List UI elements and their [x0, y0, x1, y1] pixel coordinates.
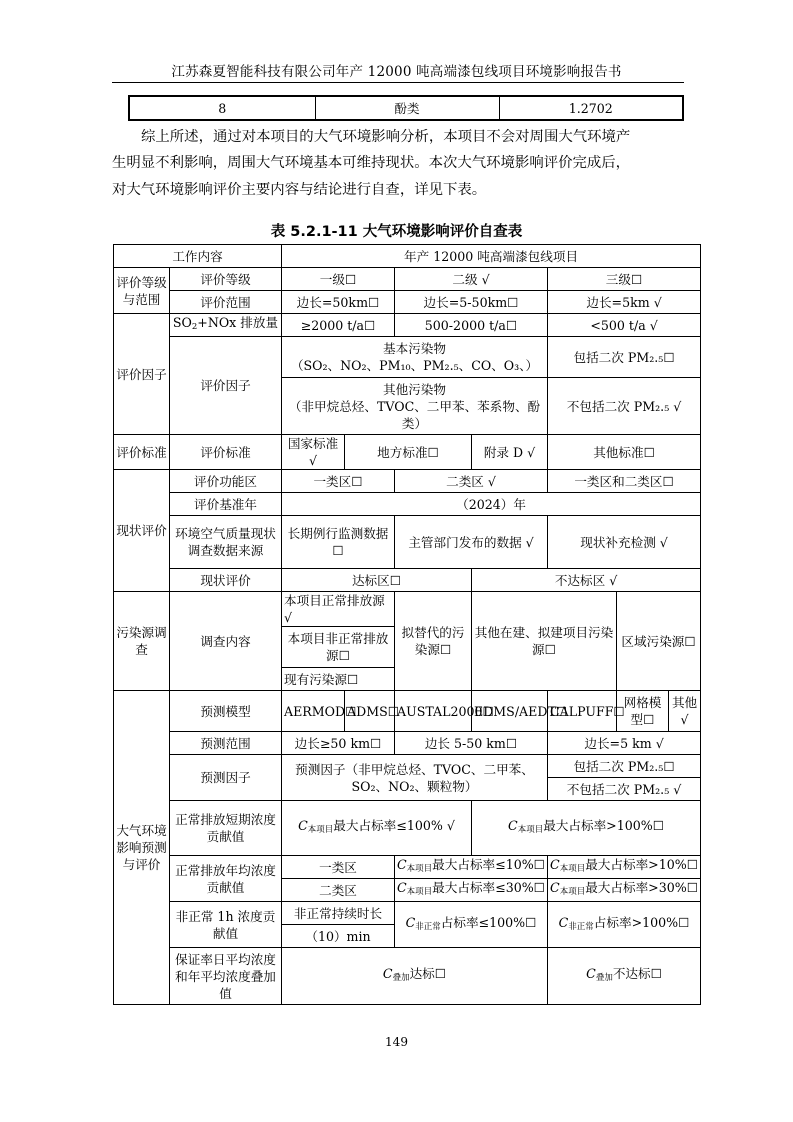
zone-3: 一类区和二类区☐ — [548, 470, 701, 493]
abnormal-1 — [395, 902, 548, 948]
c-subscript: 本项目 — [307, 825, 334, 835]
survey-source-5: 其他在建、拟建项目污染源☐ — [472, 592, 617, 691]
table-row — [114, 732, 701, 755]
grade-range-label: 评价范围 — [170, 291, 282, 314]
table-row — [114, 337, 701, 378]
status-group-label: 现状评价 — [114, 470, 170, 592]
pollutant-name: 酚类 — [315, 96, 499, 120]
duration-title: 非正常持续时长 — [282, 902, 395, 925]
grade-range-2: 边长=5-50km☐ — [395, 291, 548, 314]
basic-pollutants-list: （SO₂、NO₂、PM₁₀、PM₂.₅、CO、O₃、） — [290, 358, 539, 373]
emission-1: ≥2000 t/a☐ — [282, 314, 395, 337]
model-3: AUSTAL2000☐ — [395, 691, 472, 732]
paragraph-line: 综上所述，通过对本项目的大气环境影响分析，本项目不会对周围大气环境产 — [141, 129, 631, 145]
work-label: 工作内容 — [114, 245, 282, 268]
survey-source-3: 现有污染源☐ — [282, 668, 395, 691]
c-symbol: C — [298, 818, 308, 833]
paragraph-line: 对大气环境影响评价主要内容与结论进行自查，详见下表。 — [112, 181, 487, 198]
table-row — [114, 268, 701, 291]
c-symbol: C — [405, 914, 416, 930]
standard-3: 附录 D √ — [472, 435, 548, 470]
table-row — [114, 493, 701, 516]
model-4: EDMS/AEDT☐ — [472, 691, 548, 732]
annual-3-text: 最大占标率≤30%☐ — [432, 880, 545, 895]
annual-2-text: 最大占标率>10%☐ — [585, 857, 699, 872]
base-year-value: （2024）年 — [282, 493, 701, 516]
survey-source-2: 本项目非正常排放源☐ — [282, 627, 395, 668]
include-secondary-pm: 包括二次 PM₂.₅☐ — [548, 337, 701, 378]
table-row — [114, 902, 701, 925]
summary-paragraph — [112, 124, 692, 203]
survey-source-4: 拟替代的污染源☐ — [395, 592, 472, 691]
abnormal-label: 非正常 1h 浓度贡献值 — [170, 902, 282, 948]
short-term-2-text: 最大占标率>100%☐ — [543, 818, 665, 833]
duration-value: （10）min — [282, 925, 395, 948]
c-subscript: 非正常 — [415, 921, 441, 932]
model-label: 预测模型 — [170, 691, 282, 732]
c-symbol: C — [558, 914, 569, 930]
abnormal-2 — [548, 902, 701, 948]
table-row — [114, 755, 701, 778]
predict-exclude-pm: 不包括二次 PM₂.₅ √ — [548, 778, 701, 801]
emission-label-part: +NOx 排放量 — [197, 315, 279, 330]
table-row — [114, 314, 701, 337]
c-symbol: C — [586, 966, 596, 981]
header-title: 江苏森夏智能科技有限公司年产 12000 吨高端漆包线项目环境影响报告书 — [171, 64, 622, 80]
c-subscript: 本项目 — [517, 825, 544, 835]
overlay-label: 保证率日平均浓度和年平均浓度叠加值 — [170, 948, 282, 1005]
c-subscript: 本项目 — [559, 887, 586, 897]
abnormal-1-text: 占标率≤100%☐ — [440, 914, 537, 930]
table-row — [114, 516, 701, 569]
model-7: 其他 √ — [669, 691, 701, 732]
status-eval-label: 现状评价 — [170, 569, 282, 592]
factor-group-label: 评价因子 — [114, 314, 170, 435]
standard-label: 评价标准 — [170, 435, 282, 470]
c-symbol: C — [397, 880, 407, 895]
table-row — [114, 245, 701, 268]
standard-1: 国家标准 √ — [282, 435, 345, 470]
other-pollutants-title: 其他污染物 — [383, 381, 446, 397]
page-number: 149 — [385, 1035, 408, 1049]
overlay-1 — [282, 948, 548, 1005]
predict-factor-label: 预测因子 — [170, 755, 282, 801]
zone-1: 一类区☐ — [282, 470, 395, 493]
standard-2: 地方标准☐ — [345, 435, 472, 470]
exclude-secondary-pm: 不包括二次 PM₂.₅ √ — [548, 378, 701, 435]
annual-1 — [395, 856, 548, 879]
emission-3: <500 t/a √ — [548, 314, 701, 337]
previous-table-last-row — [128, 95, 684, 121]
table-row — [129, 96, 683, 120]
grade-level-3: 三级☐ — [548, 268, 701, 291]
annual-zone-2: 二类区 — [282, 879, 395, 902]
predict-range-label: 预测范围 — [170, 732, 282, 755]
grade-range-3: 边长=5km √ — [548, 291, 701, 314]
grade-level-2: 二级 √ — [395, 268, 548, 291]
table-row — [114, 592, 701, 627]
overlay-2 — [548, 948, 701, 1005]
table-row — [114, 801, 701, 856]
emission-label-part: SO — [172, 315, 192, 330]
overlay-1-text: 达标☐ — [409, 966, 447, 981]
header-divider — [112, 82, 684, 83]
annual-label: 正常排放年均浓度贡献值 — [170, 856, 282, 902]
grade-group-label: 评价等级与范围 — [114, 268, 170, 314]
model-1: AERMOD☐ — [282, 691, 345, 732]
standard-4: 其他标准☐ — [548, 435, 701, 470]
data-source-label: 环境空气质量现状调查数据来源 — [170, 516, 282, 569]
model-5: CALPUFF☐ — [548, 691, 617, 732]
model-6: 网格模型☐ — [617, 691, 669, 732]
base-year-label: 评价基准年 — [170, 493, 282, 516]
c-symbol: C — [550, 880, 560, 895]
other-pollutants-list: （非甲烷总烃、TVOC、二甲苯、苯系物、酚类） — [288, 398, 541, 431]
basic-pollutants — [282, 337, 548, 378]
annual-3 — [395, 879, 548, 902]
model-2: ADMS☐ — [345, 691, 395, 732]
c-symbol: C — [397, 857, 407, 872]
survey-group-label: 污染源调查 — [114, 592, 170, 691]
annual-1-text: 最大占标率≤10%☐ — [432, 857, 545, 872]
c-subscript: 本项目 — [406, 887, 433, 897]
status-eval-2: 不达标区 √ — [472, 569, 701, 592]
paragraph-line: 生明显不利影响，周围大气环境基本可维持现状。本次大气环境影响评价完成后， — [112, 155, 631, 172]
survey-label: 调查内容 — [170, 592, 282, 691]
predict-factor-list: 预测因子（非甲烷总烃、TVOC、二甲苯、SO₂、NO₂、颗粒物） — [282, 755, 548, 801]
c-symbol: C — [508, 818, 518, 833]
table-row — [114, 470, 701, 493]
table-row — [114, 291, 701, 314]
annual-2 — [548, 856, 701, 879]
standard-group-label: 评价标准 — [114, 435, 170, 470]
predict-range-1: 边长≥50 km☐ — [282, 732, 395, 755]
annual-4 — [548, 879, 701, 902]
emission-label — [170, 314, 282, 337]
survey-source-6: 区域污染源☐ — [617, 592, 701, 691]
predict-include-pm: 包括二次 PM₂.₅☐ — [548, 755, 701, 778]
grade-level-1: 一级☐ — [282, 268, 395, 291]
grade-range-1: 边长=50km☐ — [282, 291, 395, 314]
table-row — [114, 856, 701, 879]
short-term-1-text: 最大占标率≤100% √ — [333, 818, 455, 833]
predict-group-label: 大气环境影响预测与评价 — [114, 691, 170, 1005]
table-row — [114, 569, 701, 592]
basic-pollutants-title: 基本污染物 — [383, 341, 446, 356]
c-subscript: 本项目 — [559, 864, 586, 874]
short-term-1 — [282, 801, 472, 856]
table-row — [114, 691, 701, 732]
c-subscript: 本项目 — [406, 864, 433, 874]
short-term-label: 正常排放短期浓度贡献值 — [170, 801, 282, 856]
factor-label: 评价因子 — [170, 337, 282, 435]
data-source-3: 现状补充检测 √ — [548, 516, 701, 569]
emission-label-sub: 2 — [191, 322, 198, 332]
status-eval-1: 达标区☐ — [282, 569, 472, 592]
overlay-2-text: 不达标☐ — [612, 966, 662, 981]
self-check-table — [113, 244, 701, 1005]
c-symbol: C — [382, 966, 393, 981]
emission-2: 500-2000 t/a☐ — [395, 314, 548, 337]
data-source-2: 主管部门发布的数据 √ — [395, 516, 548, 569]
row-number: 8 — [129, 96, 315, 120]
data-source-1: 长期例行监测数据☐ — [282, 516, 395, 569]
survey-source-1: 本项目正常排放源 √ — [282, 592, 395, 627]
other-pollutants — [282, 378, 548, 435]
c-symbol: C — [550, 857, 560, 872]
zone-2: 二类区 √ — [395, 470, 548, 493]
work-value: 年产 12000 吨高端漆包线项目 — [282, 245, 701, 268]
c-subscript: 非正常 — [568, 921, 594, 932]
table-row — [114, 948, 701, 1005]
annual-4-text: 最大占标率>30%☐ — [585, 880, 699, 895]
table-row — [114, 435, 701, 470]
annual-zone-1: 一类区 — [282, 856, 395, 879]
zone-label: 评价功能区 — [170, 470, 282, 493]
abnormal-2-text: 占标率>100%☐ — [593, 914, 690, 930]
c-subscript: 叠加 — [392, 973, 410, 983]
short-term-2 — [472, 801, 701, 856]
grade-level-label: 评价等级 — [170, 268, 282, 291]
c-subscript: 叠加 — [595, 973, 613, 983]
pollutant-value: 1.2702 — [499, 96, 683, 120]
predict-range-2: 边长 5-50 km☐ — [395, 732, 548, 755]
predict-range-3: 边长=5 km √ — [548, 732, 701, 755]
table-caption: 表 5.2.1-11 大气环境影响评价自查表 — [270, 224, 523, 240]
